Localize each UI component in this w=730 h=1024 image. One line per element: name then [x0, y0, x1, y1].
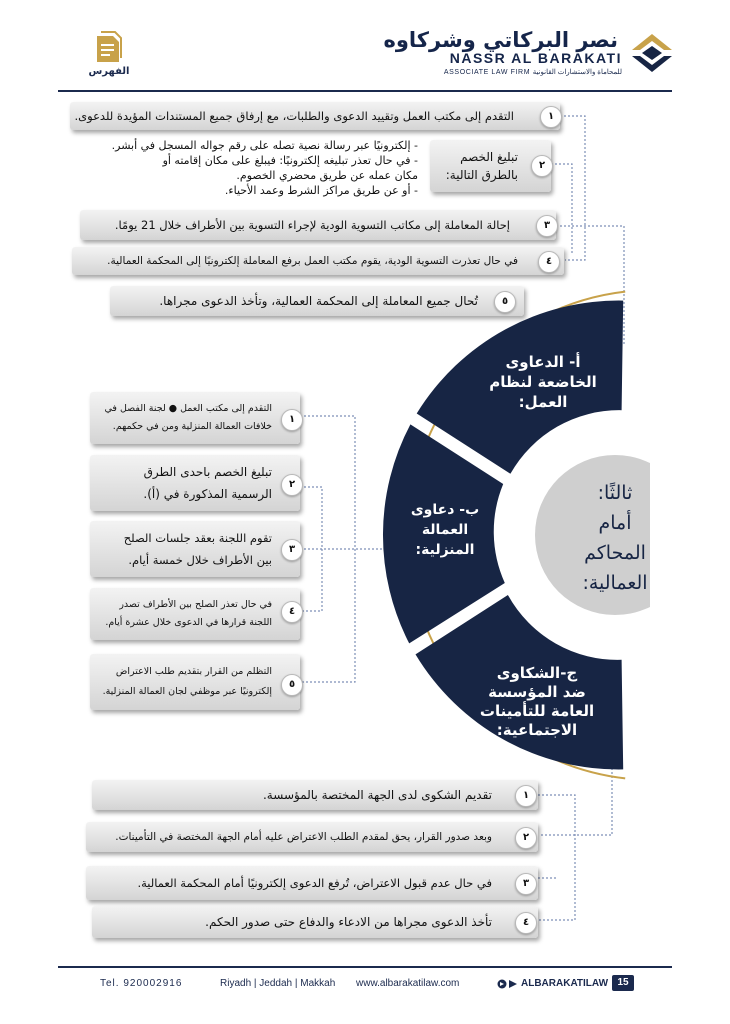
footer-website[interactable]: www.albarakatilaw.com — [356, 978, 460, 989]
step-text: التقدم إلى مكتب العمل ● لجنة الفصل في — [104, 403, 272, 414]
section-c-step-2 — [86, 822, 538, 852]
page-number: 15 — [612, 975, 634, 991]
footer-phone: Tel. 920002916 — [100, 978, 183, 989]
segment-line: أ- الدعاوى — [505, 353, 581, 371]
segment-line: الاجتماعية: — [496, 721, 578, 739]
firm-name-arabic: نصر البركاتي وشركاوه — [383, 28, 618, 52]
center-line: العمالية: — [582, 572, 648, 594]
segment-line: ضد المؤسسة — [488, 683, 586, 701]
center-line: أمام — [598, 512, 632, 534]
step-text: التقدم إلى مكتب العمل وتقييد الدعوى والطلبات، مع إرفاق جميع المستندات المؤيدة للدعوى. — [74, 109, 514, 123]
step-number-badge: ٢ — [531, 155, 553, 177]
segment-c-label — [462, 664, 612, 740]
step-text: الرسمية المذكورة في (أ). — [143, 487, 272, 501]
step-number-badge: ٣ — [515, 873, 537, 895]
section-c-step-3 — [86, 866, 538, 900]
section-b-step-3 — [90, 521, 300, 577]
section-a-step-3 — [80, 210, 556, 240]
step-text: اللجنة قرارها في الدعوى خلال عشرة أيام. — [105, 617, 272, 628]
segment-a-label — [478, 352, 608, 412]
notify-method: - أو عن طريق مراكز الشرط وعمد الأحياء. — [224, 184, 418, 197]
firm-name-english: NASSR AL BARAKATI — [449, 50, 622, 66]
step-text: تبليغ الخصم بالطرق التالية: — [445, 150, 518, 182]
segment-b-label — [395, 500, 495, 560]
step-text: خلافات العمالة المنزلية ومن في حكمهم. — [112, 421, 272, 432]
step-number-badge: ٤ — [538, 251, 560, 273]
footer-divider — [58, 966, 672, 968]
step-number-badge: ١ — [515, 785, 537, 807]
center-line: المحاكم — [584, 542, 646, 564]
step-number-badge: ٥ — [281, 674, 303, 696]
step-text: إلكترونيًا عبر موظفي لجان العمالة المنزلية. — [102, 686, 272, 697]
firm-subtitle: ASSOCIATE LAW FIRM للمحاماة والاستشارات القانونية — [443, 69, 622, 76]
section-a-step-1 — [70, 102, 560, 130]
social-media-icons[interactable] — [497, 978, 519, 990]
step-text: إحالة المعاملة إلى مكاتب التسوية الودية لإجراء التسوية بين الأطراف خلال 21 يومًا. — [114, 218, 510, 232]
section-c-step-1 — [92, 780, 538, 810]
notify-method: - إلكترونيًا عبر رسالة نصية تصله على رقم جواله المسجل في أبشر. — [111, 139, 418, 152]
segment-line: ب- دعاوى — [410, 502, 480, 518]
step-number-badge: ٣ — [536, 215, 558, 237]
step-text: تُحال جميع المعاملة إلى المحكمة العمالية، وتأخذ الدعوى مجراها. — [159, 294, 478, 308]
index-link[interactable]: الفهرس — [88, 66, 130, 77]
section-b-step-2 — [90, 455, 300, 511]
step-number-badge: ٢ — [281, 474, 303, 496]
step-text: التظلم من القرار بتقديم طلب الاعتراض — [115, 666, 272, 677]
segment-line: ج-الشكاوى — [496, 664, 578, 682]
step-number-badge: ١ — [281, 409, 303, 431]
section-b-step-5 — [90, 654, 300, 710]
step-text: في حال تعذرت التسوية الودية، يقوم مكتب العمل برفع المعاملة إلكترونيًا إلى المحكمة العمالية. — [107, 255, 518, 267]
section-a-step-4 — [72, 247, 564, 275]
step-number-badge: ٥ — [494, 291, 516, 313]
step-number-badge: ٤ — [281, 601, 303, 623]
section-c-step-4 — [92, 906, 538, 938]
footer-cities: Riyadh | Jeddah | Makkah — [220, 978, 336, 989]
step-text: تقديم الشكوى لدى الجهة المختصة بالمؤسسة. — [262, 788, 492, 802]
step-text: في حال تعذر الصلح بين الأطراف تصدر — [119, 599, 272, 610]
notify-method: - في حال تعذر تبليغه إلكترونيًا: فيبلغ على مكان إقامته أو — [162, 154, 418, 167]
segment-line: الخاضعة لنظام — [489, 373, 597, 391]
segment-line: العمالة — [421, 522, 469, 538]
section-b-step-1 — [90, 392, 300, 444]
step-text: وبعد صدور القرار، يحق لمقدم الطلب الاعتراض عليه أمام الجهة المختصة في التأمينات. — [115, 831, 492, 843]
step-number-badge: ٤ — [515, 912, 537, 934]
step-text: في حال عدم قبول الاعتراض، تُرفع الدعوى إلكترونيًا أمام المحكمة العمالية. — [137, 876, 492, 890]
notify-methods-list — [96, 138, 418, 198]
center-title: ثالثًا: — [597, 482, 633, 504]
step-text: تأخذ الدعوى مجراها من الادعاء والدفاع حتى صدور الحكم. — [205, 915, 492, 929]
segment-line: العمل: — [518, 393, 568, 411]
footer-social-handle[interactable]: ALBARAKATILAW — [521, 978, 609, 989]
step-text: تقوم اللجنة بعقد جلسات الصلح — [123, 531, 272, 545]
step-number-badge: ٢ — [515, 827, 537, 849]
section-b-step-4 — [90, 588, 300, 640]
segment-line: العامة للتأمينات — [479, 702, 595, 720]
step-text: تبليغ الخصم باحدى الطرق — [143, 465, 272, 479]
step-number-badge: ١ — [540, 106, 562, 128]
step-number-badge: ٣ — [281, 539, 303, 561]
step-text: بين الأطراف خلال خمسة أيام. — [128, 553, 272, 567]
notify-method: مكان عمله عن طريق محضري الخصوم. — [236, 169, 418, 182]
segment-line: المنزلية: — [415, 542, 475, 558]
center-label — [540, 478, 690, 598]
